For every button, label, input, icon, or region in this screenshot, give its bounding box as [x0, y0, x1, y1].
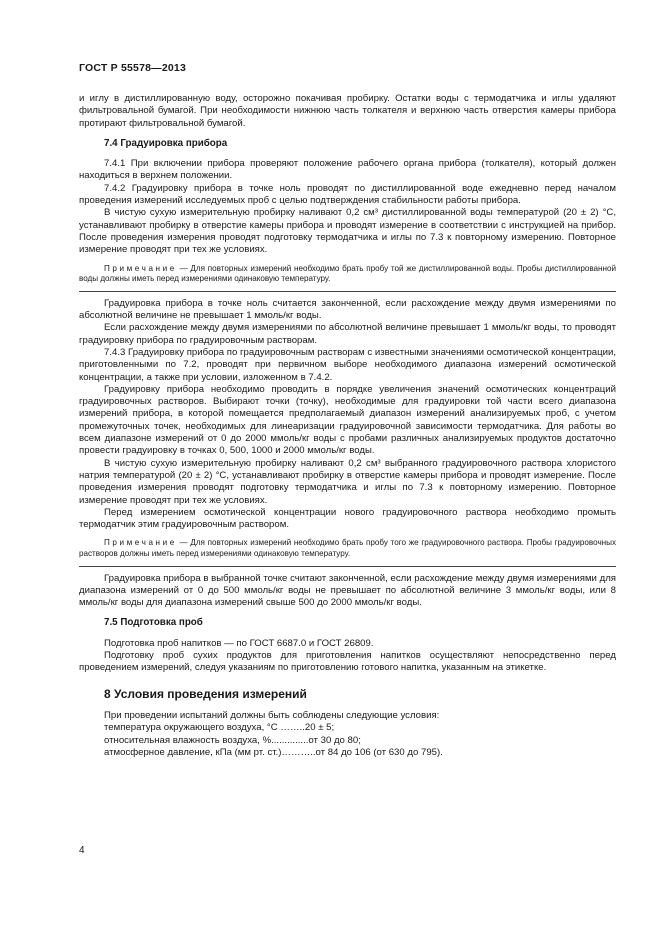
conditions-intro: При проведении испытаний должны быть соблюдены следующие условия:: [104, 709, 440, 721]
paragraph: 7.4.1 При включении прибора проверяют положение рабочего органа прибора (толкателя), который должен находиться в верхнем положении.: [79, 158, 616, 182]
paragraph: В чистую сухую измерительную пробирку наливают 0,2 см³ дистиллированной воды температурой (20 ± 2) °С, устанавливают пробирку в отверстие камеры прибора и проводят измерение в соответствии с инструкцией на прибор. После проведения измерения проводят подготовку термодатчика и иглы по 7.3 к повторному измерению. Повторное измерение проводят при тех же условиях.: [79, 207, 616, 256]
section-heading-8: 8 Условия проведения измерений: [104, 686, 307, 701]
paragraph: Подготовка проб напитков — по ГОСТ 6687.0 и ГОСТ 26809.: [104, 637, 374, 649]
note: [79, 264, 616, 285]
paragraph: Градуировка прибора в точке ноль считается законченной, если расхождение между двумя измерениями по абсолютной величине не превышает 1 ммоль/кг воды.: [79, 297, 616, 322]
paragraph: Подготовку проб сухих продуктов для приготовления напитков осуществляют непосредственно перед проведением измерений, следуя указаниям по приготовлению готового напитка, указанным на этикетке.: [79, 650, 616, 674]
condition-humidity: относительная влажность воздуха, %..............от 30 до 80;: [104, 734, 361, 746]
paragraph: В чистую сухую измерительную пробирку наливают 0,2 см³ выбранного градуировочного раствора хлористого натрия температурой (20 ± 2) °С, устанавливают пробирку в отверстие камеры прибора и проводят измерение. После проведения измерения проводят подготовку термодатчика и иглы по 7.3 к повторному измерению. Повторное измерение проводят при тех же условиях.: [79, 457, 616, 506]
divider: [79, 291, 616, 292]
document-header: ГОСТ Р 55578—2013: [79, 62, 187, 74]
section-heading-7-5: 7.5 Подготовка проб: [104, 617, 203, 629]
note-label: Примечание: [104, 263, 177, 273]
paragraph: Градуировку прибора необходимо проводить в порядке увеличения значений осмотических концентраций градуировочных растворов. Выбирают точки (точку), необходимые для градуировки той части всего диапазона измерений прибора, в которой помещается предполагаемый диапазон измерений анализируемых проб, с учетом промежуточных точек, необходимых для линеаризации градуировочной зависимости термодатчика. Для работы во всем диапазоне измерений от 0 до 2000 ммоль/кг воды с пробами различных анализируемых продуктов достаточно провести градуировку в точках 0, 500, 1000 и 2000 ммоль/кг воды.: [79, 383, 616, 457]
condition-pressure: атмосферное давление, кПа (мм рт. ст.)………..от 84 до 106 (от 630 до 795).: [104, 746, 443, 758]
condition-temperature: температура окружающего воздуха, °С ……..20 ± 5;: [104, 722, 335, 734]
divider: [79, 566, 616, 567]
page-number: 4: [79, 845, 85, 856]
paragraph: 7.4.3 Градуировку прибора по градуировочным растворам с известными значениями осмотической концентрации, приготовленными по 7.2, проводят при первичном выборе необходимого диапазона измерений осмотической концентрации, а также при условии, изложенном в 7.4.2.: [79, 346, 616, 383]
document-body: [79, 93, 616, 759]
paragraph: 7.4.2 Градуировку прибора в точке ноль проводят по дистиллированной воде ежедневно перед началом проведения измерений исследуемых проб с целью подтверждения стабильности работы прибора.: [79, 182, 616, 207]
paragraph: Градуировка прибора в выбранной точке считают законченной, если расхождение между двумя измерениями для диапазона измерений от 0 до 500 ммоль/кг воды не превышает по абсолютной величине 3 ммоль/кг воды, или 8 ммоль/кг воды для диапазона измерений свыше 500 до 2000 ммоль/кг воды.: [79, 572, 616, 609]
note-text: — Для повторных измерений необходимо брать пробу той же дистиллированной воды. Пробы дистиллированной воды должны иметь перед измерениями одинаковую температуру.: [79, 263, 616, 284]
paragraph: Перед измерением осмотической концентрации нового градуировочного раствора необходимо промыть термодатчик этим градуировочным раствором.: [79, 506, 616, 531]
note-text: — Для повторных измерений необходимо брать пробу того же градуировочного раствора. Пробы градуировочных растворов должны иметь перед измерениями одинаковую температуру.: [79, 538, 616, 558]
note: [79, 538, 616, 559]
paragraph: Если расхождение между двумя измерениями по абсолютной величине превышает 1 ммоль/кг воды, то проводят градуировку прибора по градуировочным растворам.: [79, 322, 616, 346]
paragraph: и иглу в дистиллированную воду, осторожно покачивая пробирку. Остатки воды с термодатчика и иглы удаляют фильтровальной бумагой. При необходимости нижнюю часть толкателя и верхнюю часть отверстия камеры прибора протирают фильтровальной бумагой.: [79, 93, 616, 129]
note-label: Примечание: [104, 538, 177, 548]
section-heading-7-4: 7.4 Градуировка прибора: [104, 137, 228, 149]
